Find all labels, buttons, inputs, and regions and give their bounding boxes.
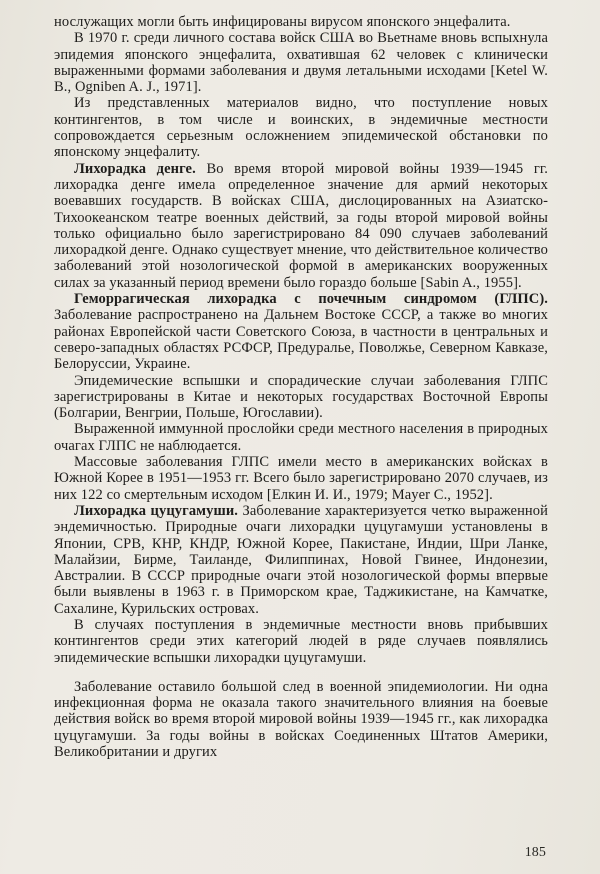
paragraph-text: нослужащих могли быть инфицированы вирусом японского энцефалита.: [54, 14, 511, 30]
paragraph: [54, 421, 548, 454]
paragraph: [54, 30, 548, 95]
paragraph-text: Во время второй мировой войны 1939—1945 гг. лихорадка денге имела определенное значение для армий некоторых воевавших государств. В войсках США, дислоцированных на Азиатско-Тихоокеанском театре военных действий, за годы второй мировой войны только официально было зарегистрировано 84 090 случаев заболеваний лихорадкой денге. Однако существует мнение, что действительное количество заболеваний этой нозологической формой в американских вооруженных силах за указанный период времени было гораздо больше [Sabin A., 1955].: [54, 160, 549, 291]
paragraph-tsutsugamushi: [54, 503, 548, 617]
page-number: 185: [524, 844, 546, 860]
paragraph-text: В случаях поступления в эндемичные местности вновь прибывших контингентов среди этих категорий людей в ряде случаев появлялись эпидемические вспышки лихорадки цуцугамуши.: [54, 616, 548, 666]
paragraph: [54, 454, 548, 503]
paragraph: [54, 373, 548, 422]
paragraph-text: В 1970 г. среди личного состава войск США во Вьетнаме вновь вспыхнула эпидемия японского энцефалита, охватившая 62 человек с клинически выраженными формами заболевания и двумя летальными исходами [Ketel W. B., Ogniben A. J., 1971].: [54, 30, 548, 96]
run-in-heading: Лихорадка денге.: [74, 160, 196, 177]
paragraph-text: Выраженной иммунной прослойки среди местного населения в природных очагах ГЛПС не наблюдается.: [54, 421, 548, 454]
paragraph: [54, 95, 548, 160]
paragraph-hfrs: [54, 291, 548, 372]
run-in-heading: Геморрагическая лихорадка с почечным синдромом (ГЛПС).: [74, 291, 548, 308]
paragraph-text: Массовые заболевания ГЛПС имели место в американских войсках в Южной Корее в 1951—1953 гг. Всего было зарегистрировано 2070 случаев, из них 122 со смертельным исходом [Елкин И. И., 1979; Mayer C., 1952].: [54, 454, 548, 503]
paragraph-dengue-fever: [54, 161, 548, 291]
paragraph: [54, 679, 548, 760]
text-block: [54, 14, 548, 760]
paragraph-text: Заболевание распространено на Дальнем Востоке СССР, а также во многих районах Европейской части Советского Союза, в частности в центральных и северо-западных областях РСФСР, Предуралье, Поволжье, Северном Кавказе, Белоруссии, Украине.: [54, 307, 548, 373]
paragraph-continuation: [54, 14, 548, 30]
paragraph-text: Заболевание оставило большой след в военной эпидемиологии. Ни одна инфекционная форма не оказала такого значительного влияния на боевые действия войск во время второй мировой войны 1939—1945 гг., как лихорадка цуцугамуши. За годы войны в войсках Соединенных Штатов Америки, Великобритании и других: [54, 678, 548, 761]
paragraph-text: Из представленных материалов видно, что поступление новых контингентов, в том числе и воинских, в эндемичные местности сопровождается серьезным осложнением эпидемической обстановки по японскому энцефалиту.: [54, 95, 548, 161]
paragraph-text: Эпидемические вспышки и спорадические случаи заболевания ГЛПС зарегистрированы в Китае и некоторых государствах Восточной Европы (Болгарии, Венгрии, Польше, Югославии).: [54, 372, 548, 422]
run-in-heading: Лихорадка цуцугамуши.: [74, 502, 239, 519]
paragraph: [54, 617, 548, 666]
paragraph-text: Заболевание характеризуется четко выраженной эндемичностью. Природные очаги лихорадки цуцугамуши установлены в Японии, СРВ, КНР, КНДР, Южной Корее, Пакистане, Индии, Шри Ланке, Малайзии, Бирме, Таиланде, Филиппинах, Новой Гвинее, Индонезии, Австралии. В СССР природные очаги этой нозологической формы впервые были выявлены в 1963 г. в Приморском крае, Таджикистане, на Камчатке, Сахалине, Курильских островах.: [54, 502, 548, 617]
